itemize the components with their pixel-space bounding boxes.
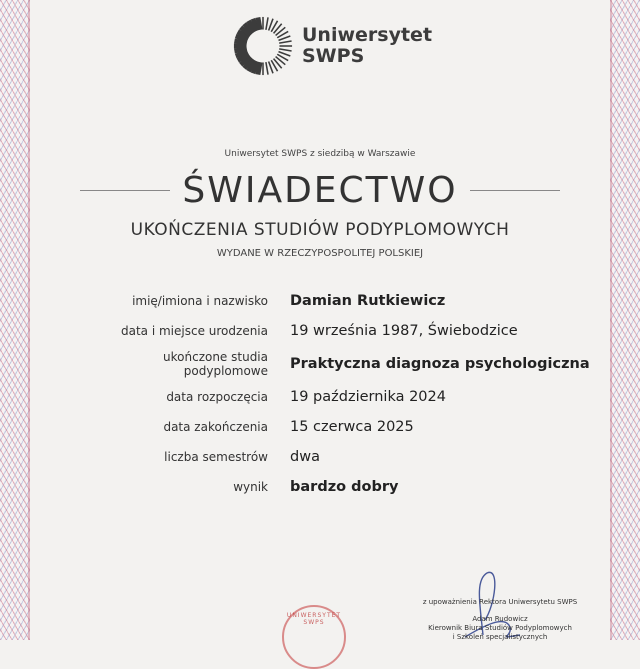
field-value: dwa <box>290 449 320 465</box>
certificate-subtitle: UKOŃCZENIA STUDIÓW PODYPLOMOWYCH <box>130 220 510 240</box>
field-label: data i miejsce urodzenia <box>121 324 268 338</box>
field-label: data rozpoczęcia <box>166 390 268 404</box>
signatory-position: Kierownik Biura Studiów Podyplomowych <box>428 624 572 632</box>
issued-in: WYDANE W RZECZYPOSPOLITEJ POLSKIEJ <box>216 248 424 259</box>
signatory-name: Adam Rudowicz <box>472 615 528 623</box>
field-row <box>60 286 600 316</box>
field-row <box>60 472 600 502</box>
official-seal <box>282 605 346 669</box>
field-row <box>60 346 600 382</box>
signatory-authority: z upoważnienia Rektora Uniwersytetu SWPS <box>422 598 578 606</box>
field-row <box>60 382 600 412</box>
field-label: ukończone studia podyplomowe <box>163 350 268 378</box>
signatory-position-2: i Szkoleń specjalistycznych <box>452 633 548 641</box>
logo-text-line2: SWPS <box>302 45 365 67</box>
university-logo <box>232 15 432 77</box>
field-label: wynik <box>233 480 268 494</box>
field-label: data zakończenia <box>163 420 268 434</box>
field-value: bardzo dobry <box>290 479 399 495</box>
divider-right <box>470 190 560 191</box>
field-row <box>60 412 600 442</box>
field-value: 19 września 1987, Świebodzice <box>290 323 518 339</box>
field-label: imię/imiona i nazwisko <box>132 294 268 308</box>
logo-text-line1: Uniwersytet <box>302 24 433 46</box>
certificate-title: ŚWIADECTWO <box>182 170 458 211</box>
field-value: Praktyczna diagnoza psychologiczna <box>290 356 590 372</box>
divider-left <box>80 190 170 191</box>
field-value: 15 czerwca 2025 <box>290 419 414 435</box>
field-label: liczba semestrów <box>164 450 268 464</box>
field-value: 19 października 2024 <box>290 389 446 405</box>
signatory-block <box>400 598 600 642</box>
certificate-fields <box>60 286 600 502</box>
university-seat: Uniwersytet SWPS z siedzibą w Warszawie <box>224 149 416 159</box>
field-row <box>60 442 600 472</box>
decorative-border-right <box>610 0 640 640</box>
title-row <box>80 170 560 211</box>
field-value: Damian Rutkiewicz <box>290 293 446 309</box>
seal-text: UNIWERSYTET SWPS <box>286 612 342 626</box>
sunburst-logo-icon <box>232 15 294 77</box>
decorative-border-left <box>0 0 30 640</box>
field-row <box>60 316 600 346</box>
